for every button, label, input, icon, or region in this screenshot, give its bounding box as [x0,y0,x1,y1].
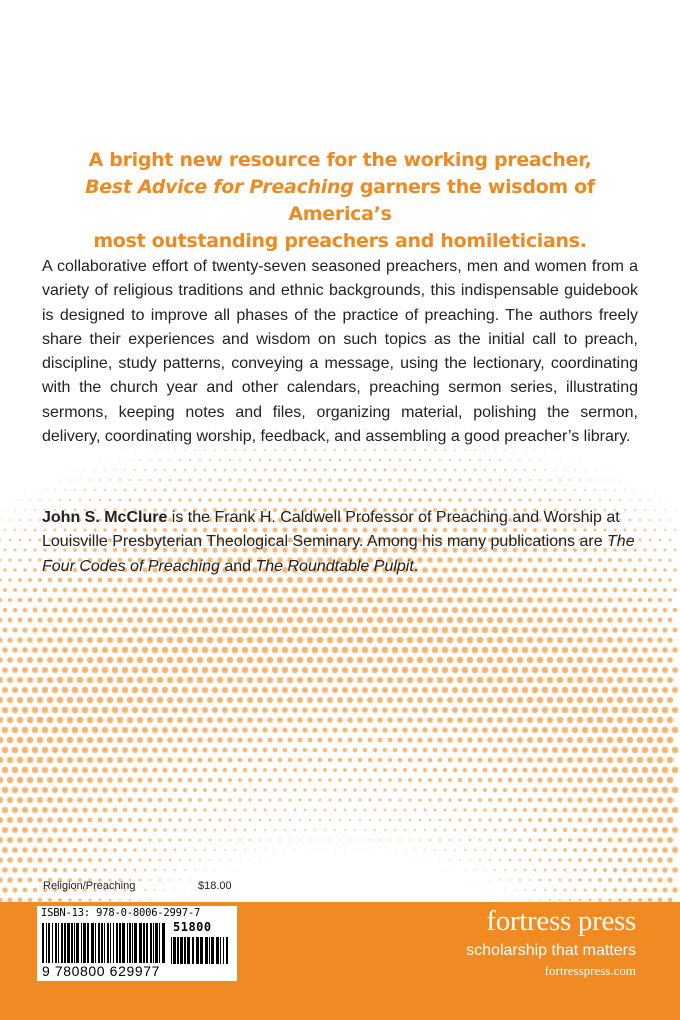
price-label: $18.00 [198,880,232,892]
book-title-italic: Best Advice for Preaching [85,176,354,198]
barcode-bar [104,923,105,963]
barcode-bar [83,923,86,963]
barcode-bar [127,923,128,963]
bio-book-2: The Roundtable Pulpit [255,557,414,575]
barcode-bar [159,923,160,963]
barcode-bar [200,937,203,964]
bio-text: is the Frank H. Caldwell Professor of Preaching and Worship at Louisville Presbyterian Theological Seminary. Among his many publications are [42,509,620,551]
publisher-name: fortress press [486,905,636,937]
barcode-bar [91,923,94,963]
barcode-bar [87,923,89,963]
publisher-slogan: scholarship that matters [466,942,636,959]
barcode-bar [153,923,154,963]
barcode-bar [226,937,228,964]
barcode-bar [171,937,172,964]
bio-and: and [219,557,256,575]
barcode-digits: 9 780800 629977 [42,963,160,979]
author-bio [42,506,638,579]
barcode-bar [173,937,176,964]
barcode-bar [113,923,114,963]
barcode-bar [119,923,121,963]
barcode-bar [116,923,118,963]
barcode-bar [110,923,111,963]
barcode-bar [216,937,219,964]
barcode-bar [101,923,103,963]
barcode-bar [180,937,183,964]
barcode-bar [143,923,145,963]
barcode-bar [98,923,100,963]
barcode-bar [150,923,152,963]
barcode-bar [220,937,221,964]
bio-book-1: The Four Codes of Preaching [42,533,635,575]
tagline-line-2-rest: garners the wisdom of America’s [288,176,595,225]
publisher-block [466,905,636,979]
barcode-bar [61,923,63,963]
author-name: John S. McClure [42,509,168,526]
barcode-bar [146,923,148,963]
barcode-bar [162,923,165,963]
barcode-bar [196,937,199,964]
barcode-bar [187,937,190,964]
barcode-bar [76,923,79,963]
barcode-bar [205,937,208,964]
tagline-line-1: A bright new resource for the working preacher, [88,149,592,171]
barcode-bar [122,923,125,963]
barcode-main-bars [42,923,168,963]
barcode-addon-bars [171,937,229,964]
barcode-bar [223,937,224,964]
barcode-bar [134,923,137,963]
barcode-box [37,906,237,981]
barcode-bar [71,923,73,963]
barcode-bar [177,937,179,964]
barcode-bar [52,923,53,963]
barcode-bar [192,937,194,964]
barcode-bar [129,923,131,963]
barcode-bar [74,923,75,963]
barcode-bar [95,923,96,963]
barcode-bar [81,923,82,963]
barcode-bar [67,923,70,963]
barcode-bar [64,923,66,963]
barcode-bar [46,923,47,963]
tagline-line-2 [40,174,640,228]
barcode-bar [139,923,142,963]
barcode-bar [48,923,50,963]
tagline [40,147,640,255]
publisher-website: fortresspress.com [544,963,636,978]
bio-end: . [413,557,419,575]
barcode-bar [107,923,109,963]
barcode-bar [211,937,214,964]
isbn-label: ISBN-13: 978-0-8006-2997-7 [41,907,201,919]
barcode-bar [55,923,57,963]
tagline-line-3: most outstanding preachers and homileticians. [93,230,587,252]
barcode-bar [155,923,158,963]
category-label: Religion/Preaching [43,880,136,892]
barcode-bar [132,923,133,963]
barcode-addon-number: 51800 [173,920,212,934]
barcode-bar [184,937,186,964]
barcode-bar [209,937,210,964]
barcode-bar [58,923,59,963]
book-description: A collaborative effort of twenty-seven seasoned preachers, men and women from a variety of religious traditions and ethnic backgrounds, this indispensable guidebook is designed to improve all phases of the practice of preaching. The authors freely share their experiences and wisdom on such topics as the initial call to preach, discipline, study patterns, conveying a message, using the lectionary, coordinating with the church year and other calendars, preaching sermon series, illustrating sermons, keeping notes and files, organizing material, polishing the sermon, delivery, coordinating worship, feedback, and assembling a good preacher’s library. [42,258,638,446]
barcode-bar [42,923,44,963]
